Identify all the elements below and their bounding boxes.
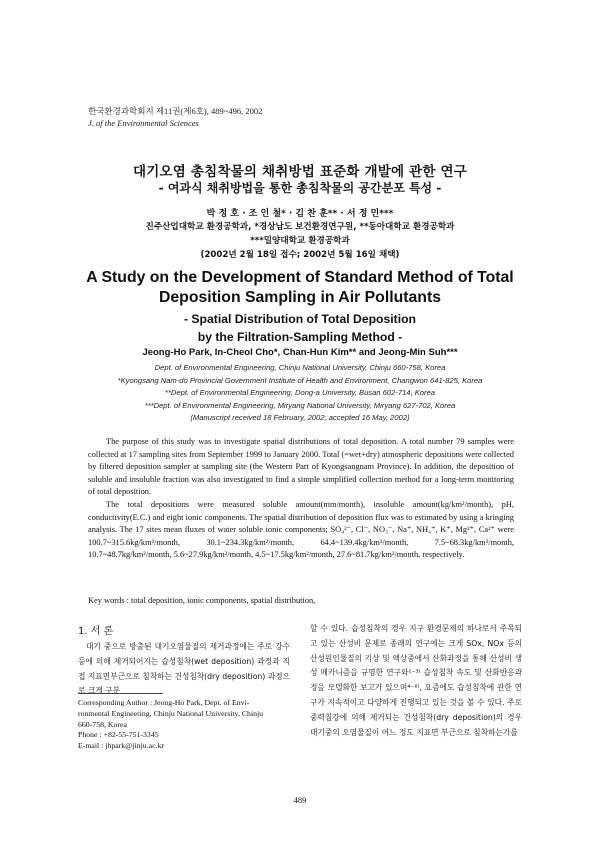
- journal-header: [88, 105, 262, 129]
- footnote-phone: Phone : +82-55-751-3345: [78, 730, 159, 740]
- korean-affiliation-1: 진주산업대학교 환경공학과, *경상남도 보건환경연구원, **동아대학교 환경공학과: [145, 222, 455, 232]
- abstract-text-1: The purpose of this study was to investigate spatial distributions of total deposition. A total number 79 samples were collected at 17 sampling sites from September 1999 to January 2000. Total (=wet+dry) atmospheric depositions were collected by filtered deposition sampler at sampling site (the Western Part of Kyongsangnam Province). In addition, the deposition of soluble and insoluble fraction was also investigated to find a simple simplified collection method for a long-term monitoring of total deposition.: [88, 437, 514, 497]
- page-number: 489: [293, 795, 307, 805]
- journal-name-en: J. of the Environmental Sciences: [88, 118, 199, 128]
- footnote-line: Corresponding Author : Jeong-Ho Park, Dept. of Envi-: [78, 698, 250, 707]
- english-subtitle-line-1: - Spatial Distribution of Total Deposition: [183, 312, 416, 326]
- english-subtitle: [0, 310, 600, 346]
- korean-authors: 박 정 호 · 조 인 철* · 김 찬 훈** · 서 정 민***: [206, 209, 394, 219]
- korean-title: 대기오염 총침착물의 채취방법 표준화 개발에 관한 연구: [133, 164, 467, 180]
- english-authors: Jeong-Ho Park, In-Cheol Cho*, Chan-Hun Kim** and Jeong-Min Suh***: [142, 347, 458, 358]
- footnote-email: E-mail : jhpark@jinju.ac.kr: [78, 741, 164, 751]
- english-affiliations: [0, 362, 600, 425]
- corresponding-author-footnote: [78, 698, 290, 752]
- abstract-text-2: The total depositions were measured soluble amount(mm/month), insoluble amount(kg/km²/month), pH, conductivity(E.C.) and eight ionic components. The spatial distribution of deposition flux was to estimated by using a kringing analysis. The 17 sites mean fluxes of water soluble ionic components; SO₄²⁻, Cl⁻, NO₃⁻, Na⁺, NH₄⁺, K⁺, Mg²⁺, Ca²⁺ were 100.7~315.6kg/km²/month, 30.1~234.3kg/km²/month, 64.4~139.4kg/km²/month, 7.5~68.3kg/km²/month, 10.7~48.7kg/km²/month, 5.6~27.9kg/km²/month, 4.5~17.5kg/km²/month, 27.6~81.7kg/km²/month, respectively.: [88, 500, 514, 560]
- journal-name-kr: 한국환경과학회지 제11권(제6호), 489~496, 2002: [88, 106, 263, 116]
- affiliation-line: **Dept. of Environmental Engineering, Dong-a University, Busan 602-714, Korea: [164, 388, 435, 397]
- left-column: [78, 622, 290, 699]
- english-title-line-2: Deposition Sampling in Air Pollutants: [158, 289, 441, 306]
- intro-text-right: 할 수 있다. 습성침착의 경우 지구 환경문제의 하나로서 주목되고 있는 산성비 문제로 종래의 연구에는 크게 SOx, NOx 등의 산성원인물질의 기상 및 액상중에서 산화과정을 통해 산성비 생성 메카니즘을 규명한 연구와¹⁻³⁾ 습성침착 속도 및 산화반응과정을 모델화한 보고가 있으며⁴⁻⁶⁾, 요즘에도 습성침착에 관한 연구가 지속적이고 다양하게 진행되고 있는 것을 볼 수 있다. 주로 중력침강에 의해 제거되는 건성침착(dry deposition)의 경우 대기중의 오염물질이 어느 정도 지표면 부근으로 침착하는가를: [310, 624, 522, 737]
- english-subtitle-line-2: by the Filtration-Sampling Method -: [197, 330, 403, 344]
- keywords: Key words : total deposition, ionic components, spatial distribution,: [88, 596, 316, 605]
- abstract-paragraph-2: [88, 499, 514, 562]
- footnote-line: ronmental Engineering, Chinju National University, Chinju: [78, 708, 264, 718]
- affiliation-line: Dept. of Environmental Engineering, Chinju National University, Chinju 660-758, Korea: [154, 363, 446, 372]
- affiliation-line: *Kyongsang Nam-do Provincial Government Institute of Health and Environment, Changwon 641-825, Korea: [117, 375, 483, 385]
- english-title: [0, 268, 600, 308]
- affiliation-line: ***Dept. of Environmental Engineering, Miryang National University, Miryang 627-702, Korea: [144, 400, 456, 410]
- footnote-rule: [78, 693, 163, 694]
- section-heading: 1. 서 론: [78, 626, 114, 637]
- korean-affiliation-2: ***밀양대학교 환경공학과: [250, 236, 350, 246]
- abstract-paragraph-1: [88, 436, 514, 499]
- korean-dates: (2002년 2월 18일 접수; 2002년 5월 16일 채택): [200, 250, 400, 260]
- intro-text-left: 대기 중으로 방출된 대기오염물질의 제거과정에는 주로 강수 등에 의해 제거되어지는 습성침착(wet deposition) 과정과 직접 지표면부근으로 침착하는 건성침착(dry deposition) 과정으로 크게 구분: [78, 642, 290, 696]
- manuscript-dates: (Manuscript received 18 February, 2002; accepted 16 May, 2002): [190, 413, 410, 422]
- right-column: [310, 622, 522, 740]
- korean-subtitle: - 여과식 채취방법을 통한 총침착물의 공간분포 특성 -: [158, 181, 442, 195]
- footnote-line: 660-758, Korea: [78, 719, 127, 729]
- english-title-line-1: A Study on the Development of Standard Method of Total: [86, 269, 514, 286]
